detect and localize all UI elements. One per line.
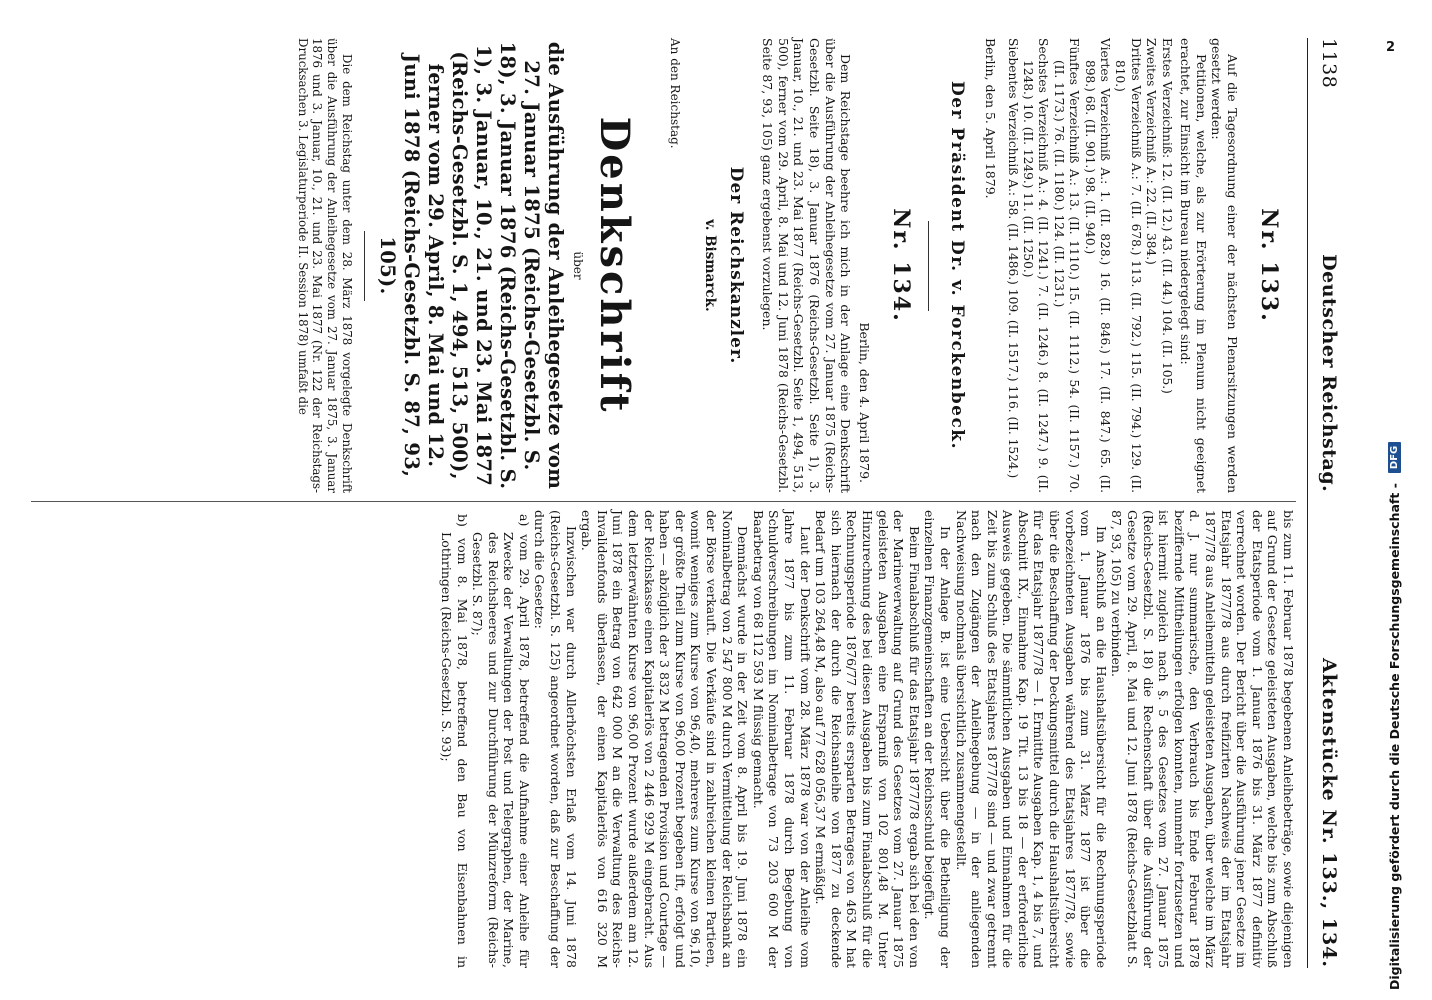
digitization-credit (1372, 10, 1416, 990)
nr133-date: Berlin, den 5. April 1879. (983, 38, 999, 199)
header-title: Deutscher Reichstag. (1318, 254, 1340, 493)
petition-list-item: Drittes Verzeichniß A.: 7. (II. 678.) 113. (II. 792.) 115. (II. 794.) 129. (II. 810.) (1113, 38, 1143, 493)
nr133-title: Nr. 133. (1256, 208, 1282, 323)
credit-text: Digitalisierung gefördert durch die Deutsche Forschungsgemeinschaft - (1386, 483, 1402, 990)
column-divider (31, 501, 1296, 502)
body-paragraph: Inzwischen war durch Allerhöchsten Erlaß vom 14. Juni 1878 (Reichs-Gesetzbl. S. 125) angeordnet worden, daß zur Beschaffung der durch die Gesetze: (532, 510, 579, 968)
body-paragraph: Laut der Denkschrift vom 28. März 1878 war von der Anleihe vom Jahre 1877 bis zum 11. Februar 1878 durch Begebung von Schuldverschreibungen im Nominalbetrage von 73 203 600 M der Baarbetrag von 68 112 593 M flüssig gemacht. (750, 510, 813, 968)
right-column (31, 510, 1296, 968)
nr133-intro: Auf die Tagesordnung einer der nächsten Plenarsitzungen werden gesetzt werden: (1209, 38, 1240, 493)
nr134-signer: v. Bismarck. (701, 219, 718, 312)
nr134-office: Der Reichskanzler. (725, 166, 746, 365)
petition-lists (1004, 38, 1173, 493)
nr133-petitions: Petitionen, welche, als zur Erörterung im Plenum nicht geeignet erachtet, zur Einsicht im Bureau niedergelegt sind: (1178, 38, 1209, 493)
denkschrift-ueber: über (570, 251, 585, 280)
petition-list-item: Siebentes Verzeichniß A.: 58. (II. 1486.) 109. (II. 1517.) 116. (II. 1524.) (1005, 38, 1020, 479)
page-header (1318, 38, 1340, 968)
petition-list-item: Viertes Verzeichniß A.: 1. (II. 828.) 16. (II. 846.) 17. (II. 847.) 65. (II. 898.) 68. (II. 901.) 98. (II. 940.) (1082, 38, 1112, 493)
denkschrift-subtitle: die Ausführung der Anleihegesetze vom 27. Januar 1875 (Reichs-Gesetzbl. S. 18), 3. Januar 1876 (Reichs-Gesetzbl. S. 1), 3. Januar, 10., 21. und 23. Mai 1877 (Reichs-Gesetzbl. S. 1, 494, 513, 500), ferner vom 29. April, 8. Mai und 12. Juni 1878 (Reichs-Gesetzbl. S. 87, 93, 105). (375, 41, 567, 490)
petition-list-item: Fünftes Verzeichniß A.: 13. (II. 1110.) 15. (II. 1112.) 54. (II. 1157.) 70. (II. 1173.) 76. (II. 1180.) 124. (II. 1231.) (1051, 38, 1082, 493)
denkschrift-title: Denkschrift (590, 116, 638, 415)
page-marker: 2 (1386, 40, 1396, 55)
body-paragraph: bis zum 11. Februar 1878 begebenen Anleihebeträge, sowie diejenigen auf Grund der Gesetze geleisteten Ausgaben, welche bis zum Abschluß der Etatsperiode vom 1. Januar 1876 bis 31. März 1877 definitiv verrechnet worden. Der Bericht über die Ausführung jener Gesetze im Etatsjahr 1877/78 aus durch freifizirten Nachweis der im Etatsjahr 1877/78 aus Anleihemitteln geleisteten Ausgaben, über welche im März d. J. nur summarische, den Verbrauch bis Ende Februar 1878 beziffernde Mittheilungen erfolgen konnten, nunmehr fortzusetzen und ist hiermit zugleich nach §. 5 des Gesetzes vom 27. Januar 1875 (Reichs-Gesetzbl. S. 18) die Rechenschaft über die Ausführung der Gesetze vom 29. April, 8. Mai und 12. Juni 1878 (Reichs-Gesetzblatt S. 87, 93, 105) zu verbinden. (1109, 510, 1296, 968)
nr134-title: Nr. 134. (888, 208, 915, 323)
nr134-date: Berlin, den 4. April 1879. (857, 322, 873, 483)
petition-list-item: Zweites Verzeichniß A.: 22. (II. 384.) (1144, 38, 1159, 265)
nr133-president: Der Präsident Dr. v. Forckenbeck. (947, 80, 968, 451)
nr134-body: Dem Reichstage beehre ich mich in der Anlage eine Denkschrift über die Ausführung der Anleihegesetze vom 27. Januar 1875 (Reichs-Gesetzbl. Seite 18), 3. Januar 1876 (Reichs-Gesetzbl. Seite 1), 3. Januar, 10., 21. und 23. Mai 1877 (Reichs-Gesetzbl. Seite 1, 494, 513, 500), ferner vom 29. April, 8. Mai und 12. Juni 1878 (Reichs-Gesetzbl. Seite 87, 93, 105) ganz ergebenst vorzulegen. (760, 38, 854, 493)
body-paragraph: Im Anschluß an die Haushaltsübersicht für die Rechnungsperiode vom 1. Januar 1876 bis zum 31. März 1877 ist über die vorbezeichneten Ausgaben während des Etatsjahres 1877/78, sowie über die Beschaffung der Deckungsmittel durch die Haushaltsübersicht für das Etatsjahr 1877/78 — I. Ermittlte Ausgaben Kap. 1, 4 bis 7, und Abschnitt IX., Einnahme Kap. 19 Tit. 13 bis 18 — der erforderliche Ausweis gegeben. Die sämmtlichen Ausgaben und Einnahmen für die Zeit bis zum Schluß des Etatsjahres 1877/78 sind — und zwar getrennt nach den Zugängen der Anleihegebung — in der anliegenden Nachweisung nochmals übersichtlich zusammengestellt. (953, 510, 1109, 968)
body-paragraph: In der Anlage B. ist eine Uebersicht über die Betheiligung der einzelnen Finanzgemeinschaften an der Reichsschuld beigefügt. (922, 510, 953, 968)
rotated-document-page (2, 0, 1362, 1000)
body-paragraph: Demnächst wurde in der Zeit vom 8. April bis 19. Juni 1878 ein Nominalbetrag von 2 547 800 M durch Vermittelung der Reichsbank an der Börse verkauft. Die Verkäufe sind in zahlreichen kleinen Partieen, womit weniges zum Kurse von 96,40, mehreres zum Kurse von 96,10, der größte Theil zum Kurse von 96,00 Prozent begeben ift, erfolgt und haben — abzüglich der 3 832 M betragenden Provision und Courtage — der Reichskasse einen Kapitalerlös von 2 446 929 M eingebracht. Aus dem letzterwähnten Kurse von 96,00 Prozent wurde außerdem am 12. Juni 1878 ein Betrag von 642 000 M an die Verwaltung des Reichs-Invalidenfonds überlassen, der einen Kapitalerlös von 616 320 M ergab. (579, 510, 751, 968)
left-column (31, 38, 1296, 493)
enumeration-item: a) vom 29. April 1878, betreffend die Aufnahme einer Anleihe für Zwecke der Verwaltungen der Post und Telegraphen, der Marine, des Reichsheeres und zur Durchführung der Münzreform (Reichs-Gesetzbl. S. 87); (470, 514, 532, 968)
page-number: 1138 (1318, 38, 1340, 89)
petition-list-item: Sechstes Verzeichniß A.: 4. (II. 1241.) 7. (II. 1246.) 8. (II. 1247.) 9. (II. 1248.) 10. (II. 1249.) 11. (II. 1250.) (1020, 38, 1051, 493)
body-paragraph: Beim Finalabschluß für das Etatsjahr 1877/78 ergab sich bei den von der Marineverwaltung auf Grund des Gesetzes vom 27. Januar 1875 geleisteten Ausgaben eine Ersparniß von 102 801,48 M. Unter Hinzurechnung des bei diesen Ausgaben bis zum Finalabschluß für die Rechnungsperiode 1876/77 bereits ersparten Betrages von 463 M hat sich hiernach der durch die Reichsanleihe von 1877 zu deckende Bedarf um 103 264,48 M, also auf 77 628 056,37 M ermäßigt. (813, 510, 922, 968)
header-collection: Aktenstücke Nr. 133., 134. (1318, 658, 1340, 968)
enumeration-item: b) vom 8. Mai 1878, betreffend den Bau von Eisenbahnen in Lothringen (Reichs-Gesetzbl. S. 93); (438, 514, 470, 968)
petition-list-item: Erstes Verzeichniß: 12. (II. 12.) 43. (II. 44.) 104. (II. 105.) (1159, 38, 1174, 394)
nr134-address: An den Reichstag. (667, 38, 682, 149)
dfg-logo: DFG (1388, 442, 1401, 473)
section-rule (928, 221, 929, 311)
denkschrift-intro: Die dem Reichstag unter dem 28. März 1878 vorgelegte Denkschrift über die Ausführung der Anleihegesetze vom 27. Januar 1875, 3. Januar 1876 und 3. Januar, 10., 21. und 23. Mai 1877 (Nr. 122 der Reichstags-Drucksachen 3. Legislaturperiode II. Session 1878) umfaßt die (295, 38, 354, 493)
denkschrift-rule (364, 231, 365, 301)
header-rule (1307, 38, 1308, 968)
